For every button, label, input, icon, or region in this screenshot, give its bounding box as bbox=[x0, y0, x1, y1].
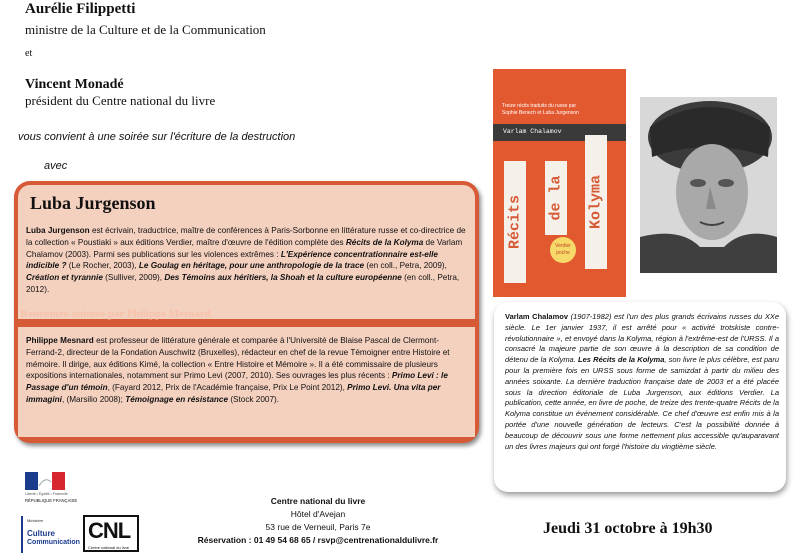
ministere-label: Ministère bbox=[27, 518, 44, 523]
text-run: de Varlam Chalamov (2003). Parmi ses publications sur les violences extrêmes : bbox=[26, 237, 463, 259]
venue-building: Hôtel d'Avejan bbox=[290, 509, 346, 519]
text-run: Les Récits de la Kolyma bbox=[578, 355, 665, 365]
text-run: (en coll., Petra, 2009), bbox=[364, 261, 447, 271]
text-run: , (Marsilio 2008); bbox=[61, 394, 126, 404]
guest-name: Luba Jurgenson bbox=[30, 193, 156, 213]
text-run: est professeur de littérature générale et comparée à l'Université de Blaise Pascal de Clermont-Ferrand-2, directeur de la Fondation Auschwitz (Bruxelles), rédacteur en chef de la revue Témoigner entre Histoire et mémoire. Il dirige, aux éditions Kimé, la collection « Entre Histoire et Mémoire ». Il a été commissaire de plusieurs expositions internationales, notamment sur Primo Levi (2007, 2010). Ses ouvrages les plus récents : bbox=[26, 336, 450, 381]
cover-author: Varlam Chalamov bbox=[503, 128, 562, 135]
text-run: est écrivain, traductrice, maître de conférences à Paris-Sorbonne en littérature russe et co-directrice de la collection « Poustiaki » aux éditions Verdier, maître d'œuvre de l'édition complète des bbox=[26, 226, 466, 247]
cover-title-word-1: Récits bbox=[504, 161, 526, 283]
with-label: avec bbox=[44, 160, 68, 172]
cnl-subtitle: Centre national du livre bbox=[88, 545, 130, 550]
french-flag-icon bbox=[25, 472, 65, 490]
text-run: Témoignage en résistance bbox=[125, 394, 229, 404]
author-description bbox=[505, 312, 779, 452]
text-run: Création et tyrannie bbox=[26, 273, 103, 283]
republique-francaise-logo bbox=[25, 472, 77, 512]
cover-subtitle: Treize récits traduits du russe par Sophie Benech et Luba Jurgenson bbox=[502, 103, 579, 116]
text-run: (en coll., Petra, 2012). bbox=[26, 273, 460, 294]
text-run: Primo Levi. Una vita per immagini bbox=[26, 383, 441, 404]
text-run: (Le Rocher, 2003), bbox=[66, 261, 139, 271]
cover-badge: Verdier poche bbox=[550, 237, 576, 263]
communication-label: Communication bbox=[27, 539, 80, 546]
text-run: Récits de la Kolyma bbox=[345, 237, 424, 247]
text-run: Philippe Mesnard bbox=[26, 336, 94, 345]
author-portrait-photo bbox=[640, 97, 777, 273]
text-run: Le Goulag en héritage, pour une anthropologie de la trace bbox=[138, 261, 365, 271]
text-run: (Sulliver, 2009), bbox=[102, 273, 165, 283]
guest-section bbox=[18, 185, 475, 319]
text-run: Varlam Chalamov bbox=[505, 312, 569, 321]
moderator-section bbox=[18, 327, 475, 437]
host1-title: ministre de la Culture et de la Communication bbox=[25, 22, 266, 37]
ministere-culture-logo bbox=[21, 516, 79, 553]
conjunction: et bbox=[25, 48, 33, 59]
book-cover bbox=[493, 69, 626, 297]
host2-name: Vincent Monadé bbox=[25, 77, 124, 92]
text-run: , son livre le plus célèbre, est paru pour la première fois en URSS sous forme de samizdat à partir du milieu des années soixante. La dernière traduction française date de 2003 et a été placée sous la direction éditoriale de Luba Jurgenson, aux éditions Verdier. La publication, cette année, en livre de poche, de treize des trente-quatre Récits de la Kolyma constitue un événement considérable. Ce chef d'œuvre est enfin mis à la portée d'une nouvelle génération de lecteurs. C'est la possibilité donnée à beaucoup de découvrir sous une forme nettement plus accessible qu'auparavant un des livres majeurs qui ont forgé l'histoire du vingtième siècle. bbox=[505, 355, 780, 451]
rf-name: RÉPUBLIQUE FRANÇAISE bbox=[25, 498, 78, 503]
text-run: (1907-1982) est l'un des plus grands écrivains russes du XXe siècle. Le 1er janvier 1937, il est arrêté pour « activité trotskiste contre-révolutionnaire », et envoyé dans la Kolyma, région à l'extrême-est de l'URSS. Il a consacré la majeure partie de son œuvre à la description de sa condition de détenu de la Kolyma. bbox=[505, 312, 779, 365]
speakers-panel bbox=[14, 181, 479, 443]
culture-label: Culture bbox=[27, 529, 55, 538]
author-description-box bbox=[494, 302, 786, 492]
text-run: L'Expérience concentrationnaire est-elle indicible ? bbox=[26, 249, 438, 271]
cnl-letters: CNL bbox=[88, 518, 131, 543]
guest-bio bbox=[26, 225, 470, 296]
reservation-info: Réservation : 01 49 54 68 65 / rsvp@centrenationaldulivre.fr bbox=[197, 535, 439, 545]
text-run: , (Fayard 2012, Prix de l'Académie française, Prix Le Point 2012), bbox=[107, 383, 348, 393]
text-run: Luba Jurgenson bbox=[26, 226, 90, 235]
text-run: (Stock 2007). bbox=[228, 394, 280, 404]
moderator-bio bbox=[26, 335, 470, 406]
text-run: Des Témoins aux héritiers, la Shoah et la culture européenne bbox=[164, 273, 402, 283]
host1-name: Aurélie Filippetti bbox=[25, 1, 136, 17]
moderator-heading: Rencontre animée par Philippe Mesnard bbox=[20, 308, 211, 320]
venue-name: Centre national du livre bbox=[270, 496, 366, 506]
venue-address: 53 rue de Verneuil, Paris 7e bbox=[265, 522, 371, 532]
rf-motto: Liberté • Égalité • Fraternité bbox=[25, 492, 68, 496]
cnl-logo bbox=[83, 515, 139, 552]
event-date: Jeudi 31 octobre à 19h30 bbox=[543, 520, 713, 537]
text-run: Primo Levi : le Passage d'un témoin bbox=[26, 371, 448, 393]
invitation-line: vous convient à une soirée sur l'écriture de la destruction bbox=[18, 131, 296, 143]
cover-title-word-2: de la bbox=[545, 161, 567, 235]
host2-title: président du Centre national du livre bbox=[25, 93, 216, 108]
cover-title-word-3: Kolyma bbox=[585, 135, 607, 269]
